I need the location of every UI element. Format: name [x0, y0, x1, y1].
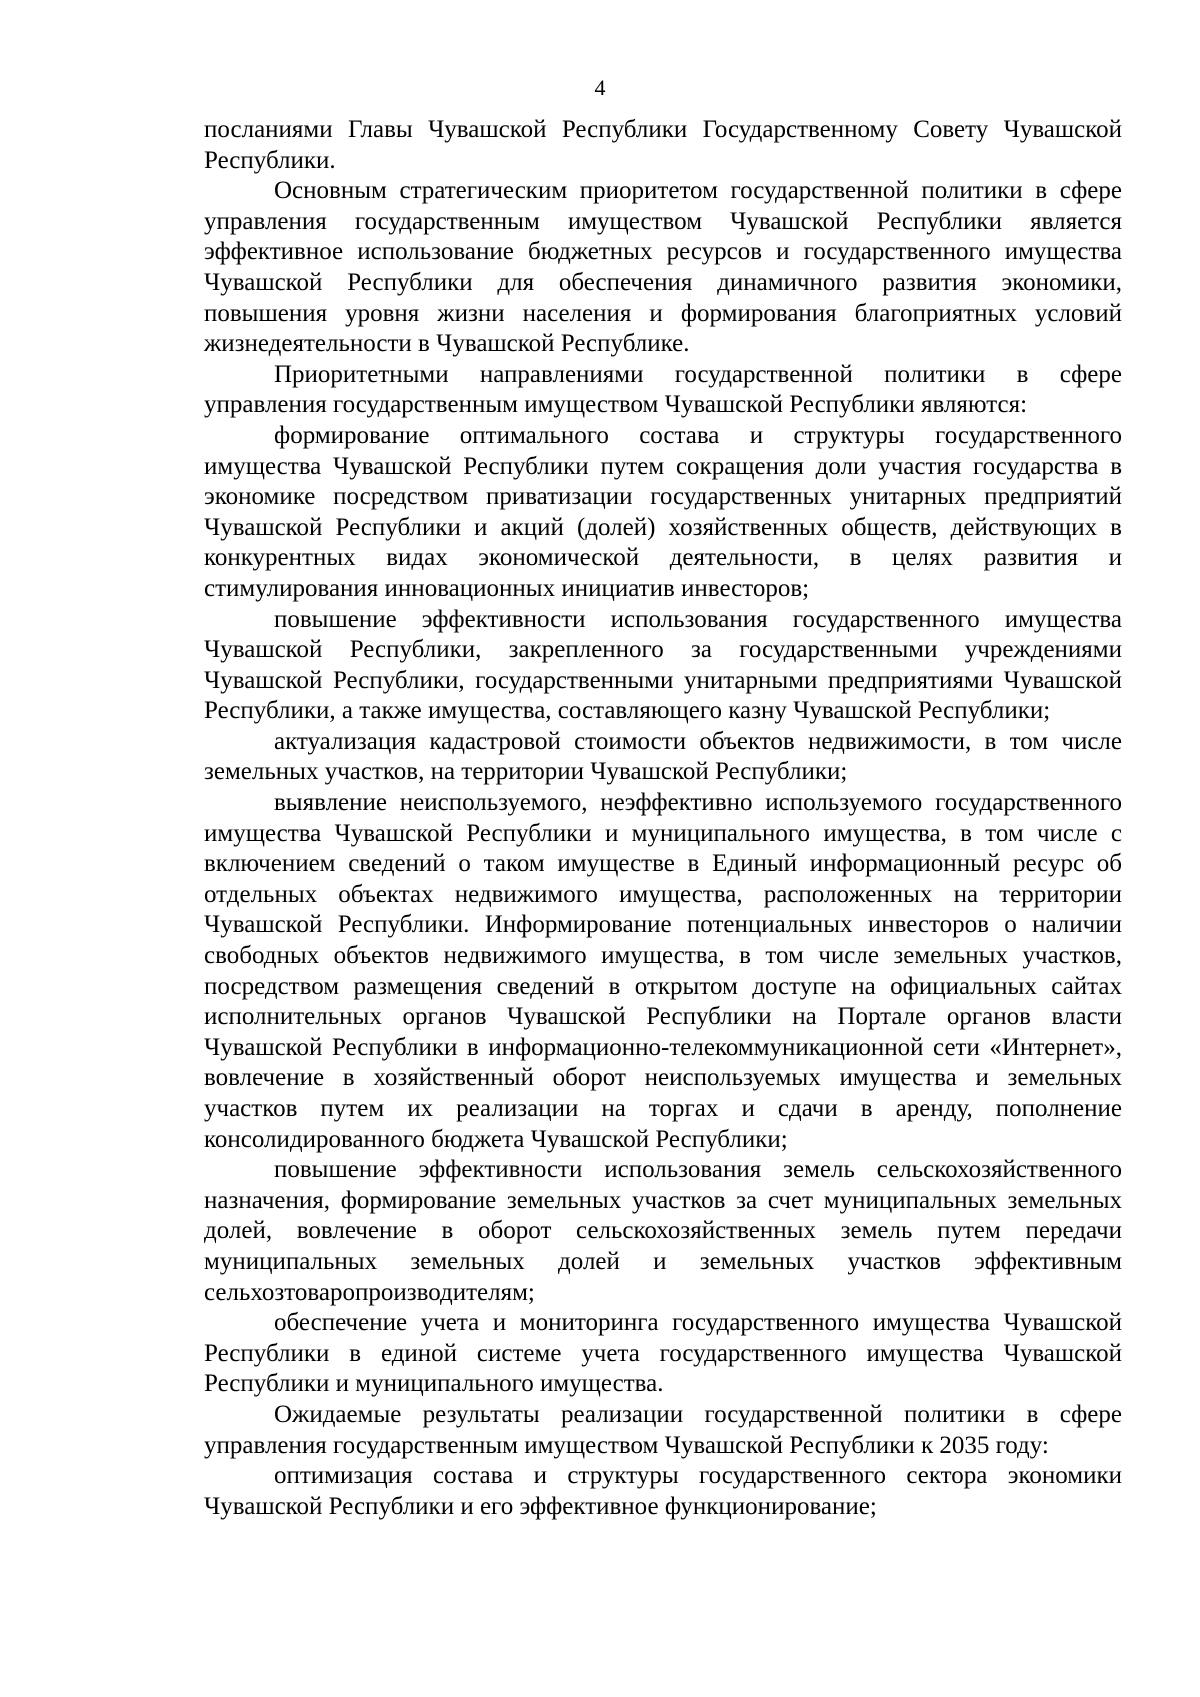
page-number: 4: [594, 75, 606, 100]
paragraph: Ожидаемые результаты реализации государственной политики в сфере управления государственным имуществом Чувашской Республики к 2035 году:: [204, 1400, 1122, 1459]
document-body: [204, 115, 1122, 1522]
paragraph: формирование оптимального состава и структуры государственного имущества Чувашской Республики путем сокращения доли участия государства в экономике посредством приватизации государственных унитарных предприятий Чувашской Республики и акций (долей) хозяйственных обществ, действующих в конкурентных видах экономической деятельности, в целях развития и стимулирования инновационных инициатив инвесторов;: [204, 421, 1122, 602]
paragraph: Основным стратегическим приоритетом государственной политики в сфере управления государственным имуществом Чувашской Республики является эффективное использование бюджетных ресурсов и государственного имущества Чувашской Республики для обеспечения динамичного развития экономики, повышения уровня жизни населения и формирования благоприятных условий жизнедеятельности в Чувашской Республике.: [204, 177, 1122, 358]
paragraph: обеспечение учета и мониторинга государственного имущества Чувашской Республики в единой системе учета государственного имущества Чувашской Республики и муниципального имущества.: [204, 1309, 1122, 1398]
paragraph: посланиями Главы Чувашской Республики Государственному Совету Чувашской Республики.: [204, 116, 1122, 174]
paragraph: актуализация кадастровой стоимости объектов недвижимости, в том числе земельных участков, на территории Чувашской Республики;: [204, 727, 1122, 786]
paragraph: повышение эффективности использования государственного имущества Чувашской Республики, закрепленного за государственными учреждениями Чувашской Республики, государственными унитарными предприятиями Чувашской Республики, а также имущества, составляющего казну Чувашской Республики;: [204, 605, 1122, 725]
paragraph: выявление неиспользуемого, неэффективно используемого государственного имущества Чувашской Республики и муниципального имущества, в том числе с включением сведений о таком имуществе в Единый информационный ресурс об отдельных объектах недвижимого имущества, расположенных на территории Чувашской Республики. Информирование потенциальных инвесторов о наличии свободных объектов недвижимого имущества, в том числе земельных участков, посредством размещения сведений в открытом доступе на официальных сайтах исполнительных органов Чувашской Республики на Портале органов власти Чувашской Республики в информационно-телекоммуникационной сети «Интернет», вовлечение в хозяйственный оборот неиспользуемых имущества и земельных участков путем их реализации на торгах и сдачи в аренду, пополнение консолидированного бюджета Чувашской Республики;: [204, 789, 1122, 1153]
paragraph: повышение эффективности использования земель сельскохозяйственного назначения, формирование земельных участков за счет муниципальных земельных долей, вовлечение в оборот сельскохозяйственных земель путем передачи муниципальных земельных долей и земельных участков эффективным сельхозтоваропроизводителям;: [204, 1156, 1122, 1306]
paragraph: оптимизация состава и структуры государственного сектора экономики Чувашской Республики и его эффективное функционирование;: [204, 1462, 1122, 1520]
paragraph: Приоритетными направлениями государственной политики в сфере управления государственным имуществом Чувашской Республики являются:: [204, 360, 1122, 419]
